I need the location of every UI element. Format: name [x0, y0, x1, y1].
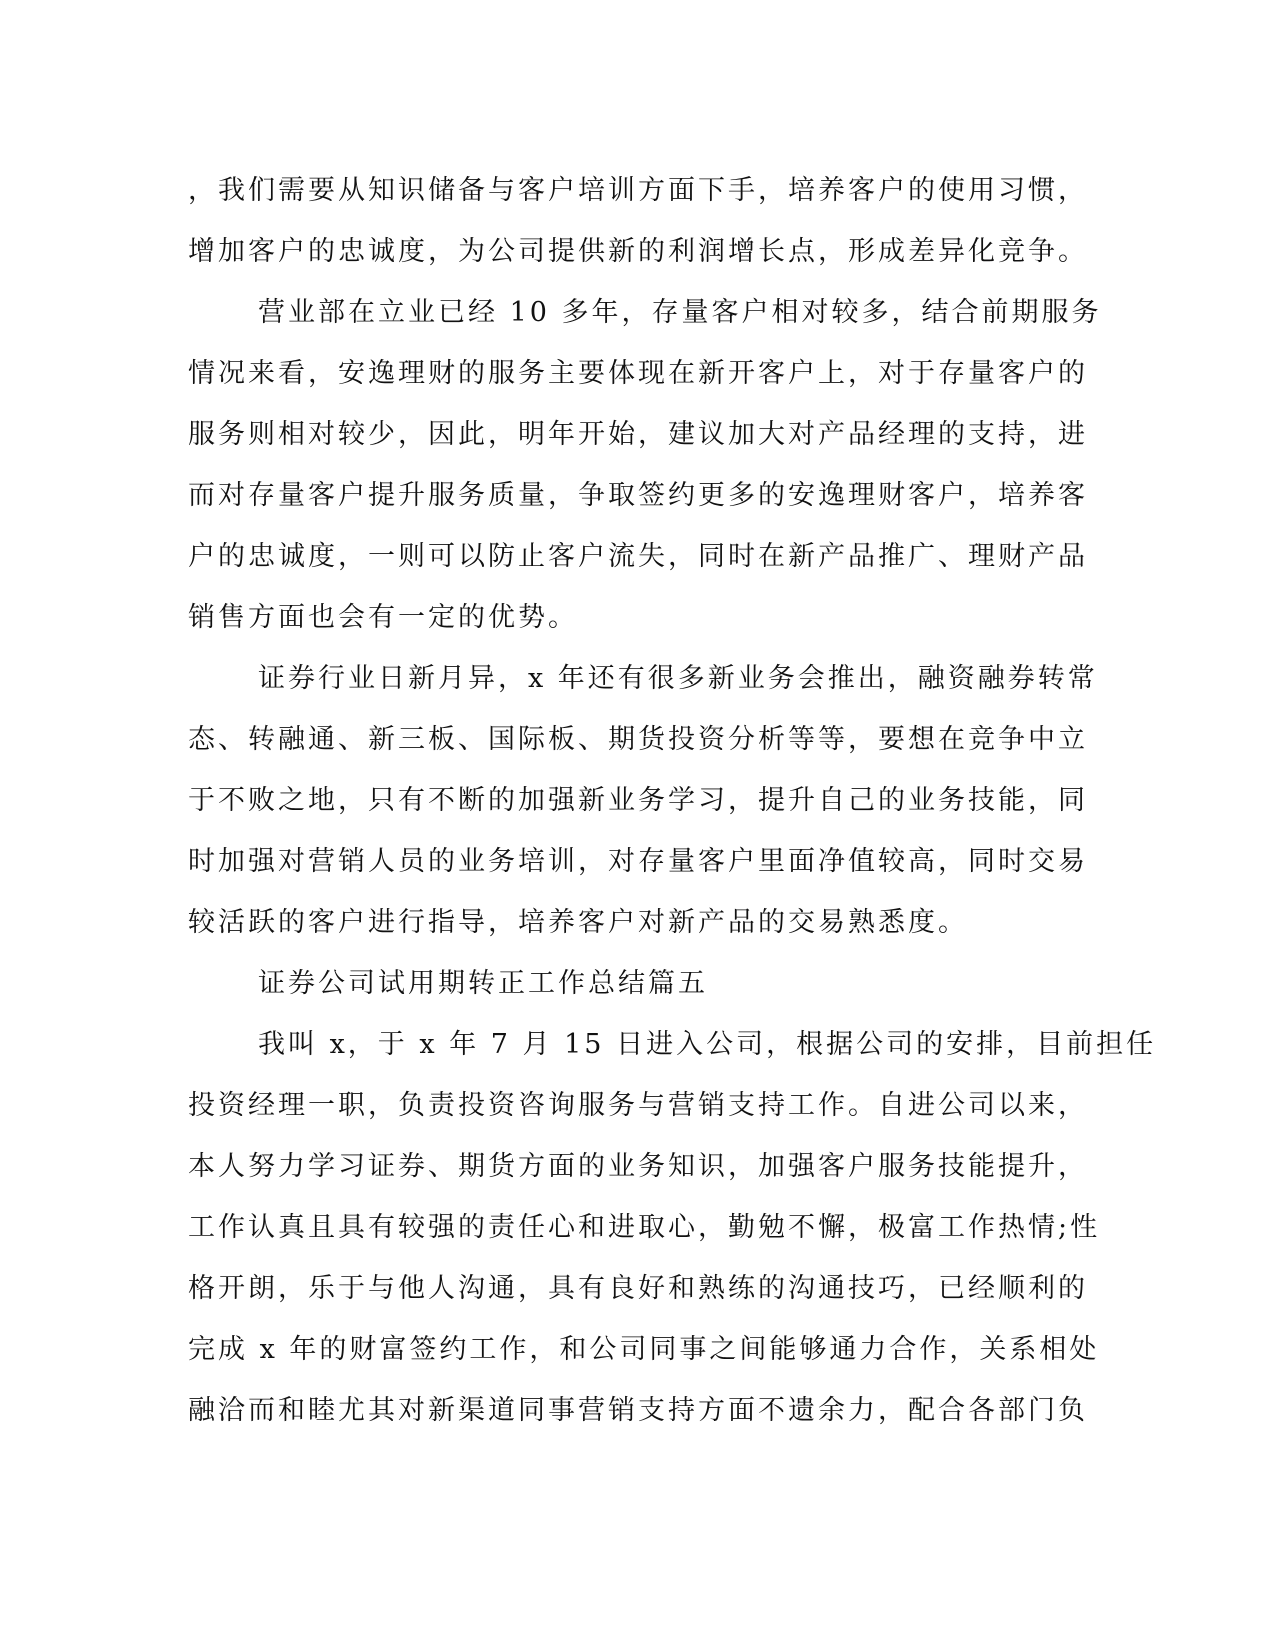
- text-line: 较活跃的客户进行指导，培养客户对新产品的交易熟悉度。: [188, 907, 968, 938]
- text-line: 完成 x 年的财富签约工作，和公司同事之间能够通力合作，关系相处: [188, 1334, 1100, 1365]
- text-line: 工作认真且具有较强的责任心和进取心，勤勉不懈，极富工作热情;性: [188, 1212, 1101, 1243]
- paragraph-start-line: 营业部在立业已经 10 多年，存量客户相对较多，结合前期服务: [258, 297, 1102, 328]
- text-line: ，我们需要从知识储备与客户培训方面下手，培养客户的使用习惯，: [188, 175, 1088, 206]
- text-line: 于不败之地，只有不断的加强新业务学习，提升自己的业务技能，同: [188, 785, 1088, 816]
- text-line: 销售方面也会有一定的优势。: [188, 602, 578, 633]
- section-heading: 证券公司试用期转正工作总结篇五: [258, 968, 708, 999]
- text-line: 增加客户的忠诚度，为公司提供新的利润增长点，形成差异化竞争。: [188, 236, 1088, 267]
- text-line: 情况来看，安逸理财的服务主要体现在新开客户上，对于存量客户的: [188, 358, 1088, 389]
- text-line: 本人努力学习证券、期货方面的业务知识，加强客户服务技能提升，: [188, 1151, 1088, 1182]
- text-line: 户的忠诚度，一则可以防止客户流失，同时在新产品推广、理财产品: [188, 541, 1088, 572]
- text-line: 投资经理一职，负责投资咨询服务与营销支持工作。自进公司以来，: [188, 1090, 1088, 1121]
- text-line: 态、转融通、新三板、国际板、期货投资分析等等，要想在竞争中立: [188, 724, 1088, 755]
- paragraph-start-line: 证券行业日新月异，x 年还有很多新业务会推出，融资融券转常: [258, 663, 1098, 694]
- text-line: 融洽而和睦尤其对新渠道同事营销支持方面不遗余力，配合各部门负: [188, 1395, 1088, 1426]
- document-body: [188, 160, 1157, 1441]
- text-line: 格开朗，乐于与他人沟通，具有良好和熟练的沟通技巧，已经顺利的: [188, 1273, 1088, 1304]
- text-line: 时加强对营销人员的业务培训，对存量客户里面净值较高，同时交易: [188, 846, 1088, 877]
- paragraph-start-line: 我叫 x，于 x 年 7 月 15 日进入公司，根据公司的安排，目前担任: [258, 1029, 1157, 1060]
- text-line: 服务则相对较少，因此，明年开始，建议加大对产品经理的支持，进: [188, 419, 1088, 450]
- text-line: 而对存量客户提升服务质量，争取签约更多的安逸理财客户，培养客: [188, 480, 1088, 511]
